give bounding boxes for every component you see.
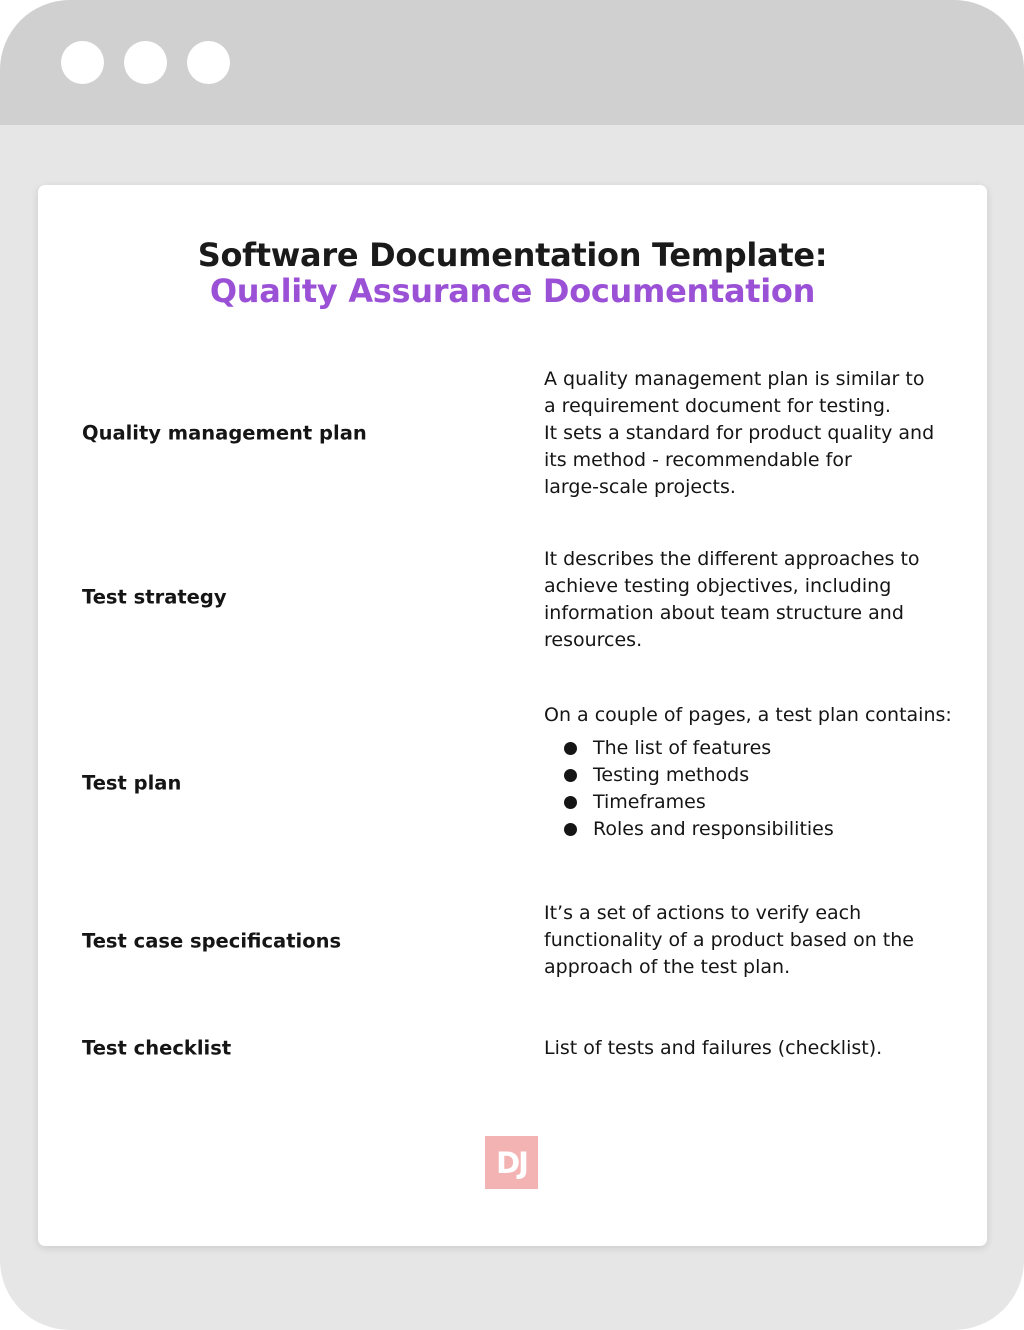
list-item-text: Timeframes [593, 791, 706, 813]
description-line: It describes the different approaches to [544, 548, 920, 570]
description-line: A quality management plan is similar to [544, 368, 925, 390]
description-line: It’s a set of actions to verify each [544, 902, 862, 924]
row-description [544, 366, 981, 501]
row-label: Test checklist [82, 1036, 232, 1060]
list-item-text: The list of features [593, 737, 772, 759]
title-bar [0, 0, 1024, 125]
window-control-dot-icon[interactable] [187, 41, 230, 84]
row-label: Test strategy [82, 585, 227, 609]
row-description [544, 1035, 981, 1062]
row-description [544, 702, 984, 843]
description-line: resources. [544, 629, 643, 651]
list-item-text: Testing methods [593, 764, 750, 786]
description-line: approach of the test plan. [544, 956, 791, 978]
page-title [38, 237, 987, 309]
row-label: Test plan [82, 771, 182, 795]
description-line: List of tests and failures (checklist). [544, 1037, 883, 1059]
description-line: information about team structure and [544, 602, 904, 624]
row-label: Test case specifications [82, 929, 342, 953]
row-description [544, 900, 981, 981]
description-line: achieve testing objectives, including [544, 575, 892, 597]
row-description [544, 546, 981, 654]
bullet-icon [564, 769, 577, 782]
description-line: large-scale projects. [544, 476, 736, 498]
list-item-text: Roles and responsibilities [593, 818, 834, 840]
list-item [544, 816, 984, 843]
row-label: Quality management plan [82, 421, 367, 445]
window-control-dot-icon[interactable] [124, 41, 167, 84]
window-control-dot-icon[interactable] [61, 41, 104, 84]
list-item [544, 789, 984, 816]
description-intro: On a couple of pages, a test plan contains: [544, 704, 952, 726]
bullet-icon [564, 796, 577, 809]
title-line-1: Software Documentation Template: [197, 236, 828, 274]
feature-list [544, 735, 984, 843]
bullet-icon [564, 742, 577, 755]
list-item [544, 735, 984, 762]
dj-logo [485, 1136, 538, 1189]
logo-text: DJ [496, 1145, 527, 1180]
title-line-2: Quality Assurance Documentation [209, 272, 816, 310]
list-item [544, 762, 984, 789]
description-line: a requirement document for testing. [544, 395, 891, 417]
content-card [38, 185, 987, 1246]
description-line: It sets a standard for product quality and [544, 422, 935, 444]
description-line: functionality of a product based on the [544, 929, 914, 951]
description-line: its method - recommendable for [544, 449, 852, 471]
bullet-icon [564, 823, 577, 836]
